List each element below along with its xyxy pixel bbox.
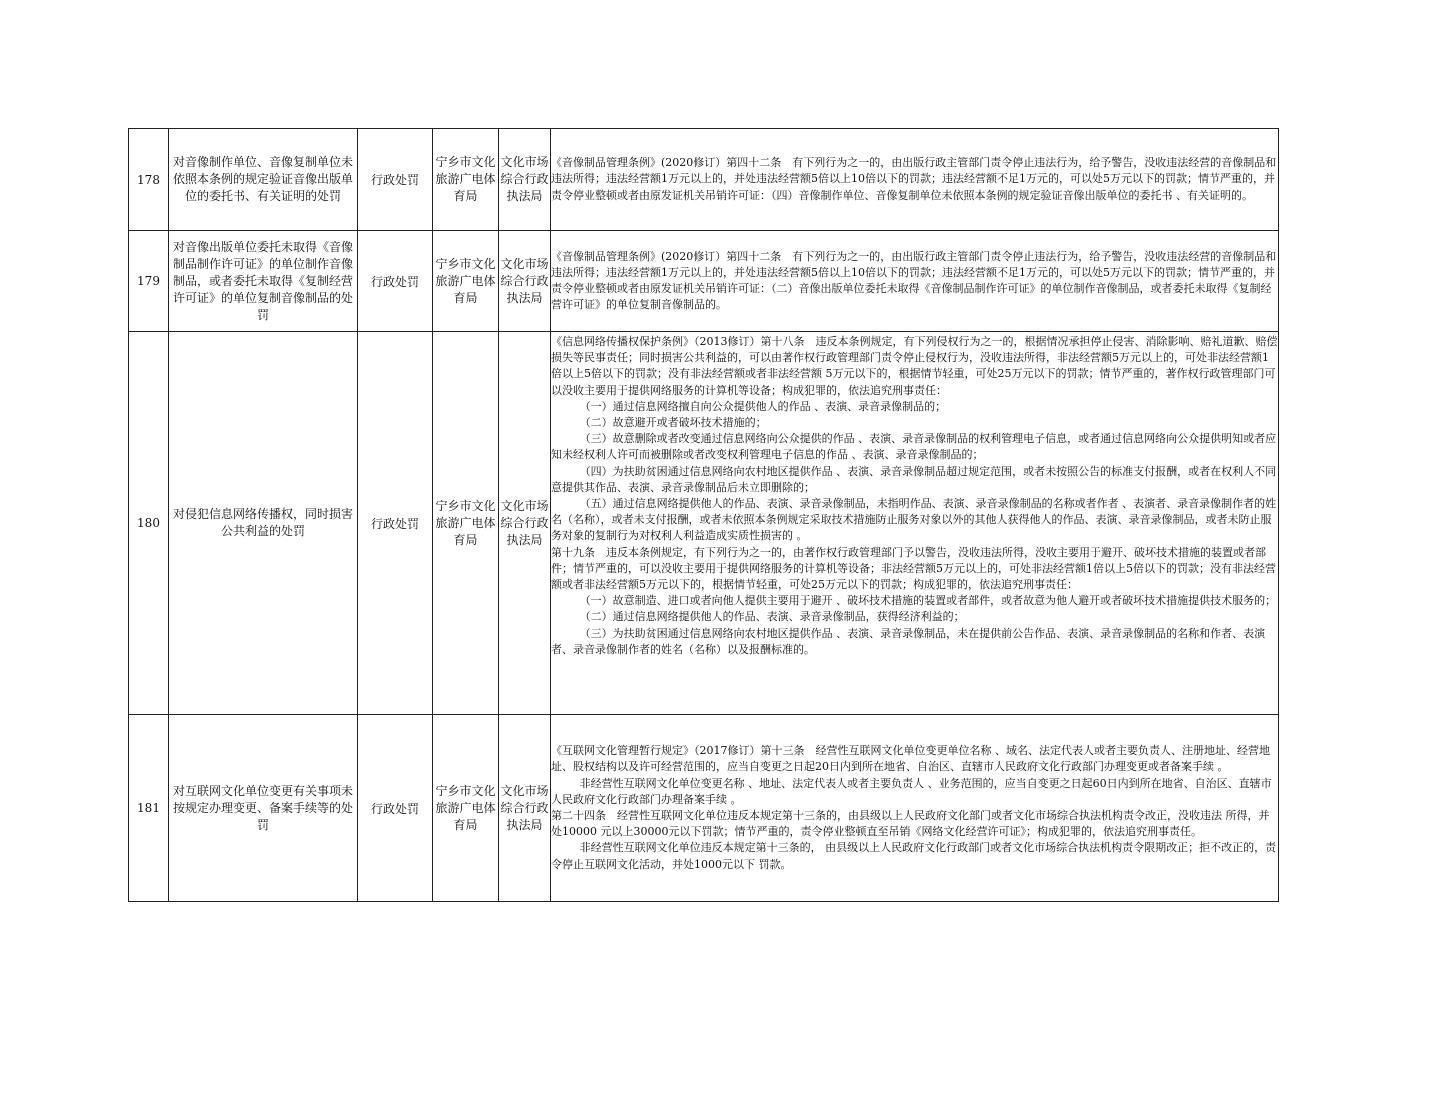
legal-basis (551, 715, 1279, 902)
responsible-department: 宁乡市文化旅游广电体育局 (433, 129, 499, 231)
row-number: 179 (129, 231, 169, 332)
basis-paragraph: （五）通过信息网络提供他人的作品、表演、录音录像制品，未指明作品、表演、录音录像制品的名称或者作者 、表演者、录音录像制作者的姓名（名称），或者未支付报酬，或者未依照本条例规定采取技术措施防止服务对象以外的其他人获得他人的作品、表演、录音录像制品，或者未防止服务对象的复制行为对权利人利益造成实质性损害的 。 (551, 497, 1277, 543)
basis-paragraph: 《音像制品管理条例》(2020修订）第四十二条 有下列行为之一的，由出版行政主管部门责令停止违法行为，给予警告，没收违法经营的音像制品和违法所得；违法经营额1万元以上的，并处违法经营额5倍以上10倍以下的罚款；违法经营额不足1万元的，可以处5万元以下的罚款；情节严重的，并责令停业整顿或者由原发证机关吊销许可证：（二）音像出版单位委托未取得《音像制品制作许可证》的单位制作音像制品，或者委托未取得《复制经营许可证》的单位复制音像制品的。 (551, 249, 1277, 312)
basis-paragraph: 《音像制品管理条例》(2020修订）第四十二条 有下列行为之一的，由出版行政主管部门责令停止违法行为，给予警告，没收违法经营的音像制品和违法所得；违法经营额1万元以上的，并处违法经营额5倍以上10倍以下的罚款；违法经营额不足1万元的，可以处5万元以下的罚款；情节严重的，并责令停业整顿或者由原发证机关吊销许可证：（四）音像制作单位、音像复制单位未依照本条例的规定验证音像出版单位的委托书 、有关证明的。 (551, 156, 1277, 202)
penalty-type: 行政处罚 (358, 715, 433, 902)
responsible-department: 宁乡市文化旅游广电体育局 (433, 715, 499, 902)
basis-paragraph: （一）故意制造、进口或者向他人提供主要用于避开 、破坏技术措施的装置或者部件，或者故意为他人避开或者破坏技术措施提供技术服务的； (579, 594, 1277, 608)
executing-agency: 文化市场综合行政执法局 (499, 129, 551, 231)
penalty-table (128, 128, 1279, 902)
table-row (129, 715, 1279, 902)
table-row (129, 129, 1279, 231)
penalty-item: 对音像制作单位、音像复制单位未依照本条例的规定验证音像出版单位的委托书、有关证明的处罚 (169, 129, 358, 231)
executing-agency: 文化市场综合行政执法局 (499, 332, 551, 715)
basis-paragraph: 《信息网络传播权保护条例》（2013修订）第十八条 违反本条例规定，有下列侵权行为之一的，根据情况承担停止侵害、消除影响、赔礼道歉、赔偿损失等民事责任；同时损害公共利益的，可以由著作权行政管理部门责令停止侵权行为，没收违法所得，非法经营额5万元以上的，可处非法经营额1倍以上5倍以下的罚款；没有非法经营额或者非法经营额 5万元以下的，根据情节轻重，可处25万元以下的罚款；情节严重的，著作权行政管理部门可以没收主要用于提供网络服务的计算机等设备；构成犯罪的，依法追究刑事责任： (551, 335, 1278, 397)
legal-basis (551, 129, 1279, 231)
row-number: 178 (129, 129, 169, 231)
basis-paragraph: （二）故意避开或者破坏技术措施的； (579, 416, 767, 430)
basis-paragraph: （二）通过信息网络提供他人的作品、表演、录音录像制品，获得经济利益的； (579, 610, 965, 624)
executing-agency: 文化市场综合行政执法局 (499, 715, 551, 902)
legal-basis (551, 231, 1279, 332)
table-row (129, 332, 1279, 715)
basis-paragraph: （三）故意删除或者改变通过信息网络向公众提供的作品 、表演、录音录像制品的权利管理电子信息，或者通过信息网络向公众提供明知或者应知未经权利人许可而被删除或者改变权利管理电子信息的作品 、表演、录音录像制品的； (551, 432, 1277, 462)
table-row (129, 231, 1279, 332)
penalty-item: 对音像出版单位委托未取得《音像制品制作许可证》的单位制作音像制品，或者委托未取得《复制经营许可证》的单位复制音像制品的处罚 (169, 231, 358, 332)
penalty-type: 行政处罚 (358, 129, 433, 231)
penalty-item: 对侵犯信息网络传播权，同时损害公共利益的处罚 (169, 332, 358, 715)
basis-paragraph: （四）为扶助贫困通过信息网络向农村地区提供作品 、表演、录音录像制品超过规定范围，或者未按照公告的标准支付报酬，或者在权利人不同意提供其作品、表演、录音录像制品后未立即删除的； (551, 464, 1277, 494)
basis-paragraph: 第二十四条 经营性互联网文化单位违反本规定第十三条的，由县级以上人民政府文化部门或者文化市场综合执法机构责令改正，没收违法 所得，并处10000 元以上30000元以下罚款；情节严重的，责令停业整顿直至吊销《网络文化经营许可证》；构成犯罪的，依法追究刑事责任。 (551, 809, 1270, 839)
legal-basis (551, 332, 1279, 715)
basis-paragraph: 《互联网文化管理暂行规定》（2017修订）第十三条 经营性互联网文化单位变更单位名称 、域名、法定代表人或者主要负责人、注册地址、经营地址、股权结构以及许可经营范围的，应当自变更之日起20日内到所在地省、自治区、直辖市人民政府文化行政部门办理变更或者备案手续 。 (551, 744, 1270, 774)
basis-paragraph: 第十九条 违反本条例规定，有下列行为之一的，由著作权行政管理部门予以警告，没收违法所得，没收主要用于避开、破坏技术措施的装置或者部件；情节严重的，可以没收主要用于提供网络服务的计算机等设备；非法经营额5万元以上的，可处非法经营额1倍以上5倍以下的罚款；没有非法经营额或者非法经营额5万元以下的，根据情节轻重，可处25万元以下的罚款；构成犯罪的，依法追究刑事责任： (551, 545, 1276, 592)
penalty-type: 行政处罚 (358, 332, 433, 715)
row-number: 180 (129, 332, 169, 715)
basis-paragraph: 非经营性互联网文化单位违反本规定第十三条的， 由县级以上人民政府文化行政部门或者文化市场综合执法机构责令限期改正；拒不改正的，责令停止互联网文化活动，并处1000元以下 罚款。 (551, 841, 1277, 871)
responsible-department: 宁乡市文化旅游广电体育局 (433, 332, 499, 715)
basis-paragraph: （三）为扶助贫困通过信息网络向农村地区提供作品 、表演、录音录像制品，未在提供前公告作品、表演、录音录像制品的名称和作者、表演者、录音录像制作者的姓名（名称）以及报酬标准的。 (551, 626, 1266, 656)
row-number: 181 (129, 715, 169, 902)
penalty-type: 行政处罚 (358, 231, 433, 332)
basis-paragraph: （一）通过信息网络擅自向公众提供他人的作品 、表演、录音录像制品的； (579, 399, 947, 413)
penalty-item: 对互联网文化单位变更有关事项未按规定办理变更、备案手续等的处罚 (169, 715, 358, 902)
legal-basis-clip (551, 334, 1278, 712)
executing-agency: 文化市场综合行政执法局 (499, 231, 551, 332)
responsible-department: 宁乡市文化旅游广电体育局 (433, 231, 499, 332)
basis-paragraph: 非经营性互联网文化单位变更名称 、地址、法定代表人或者主要负责人 、业务范围的，应当自变更之日起60日内到所在地省、自治区、直辖市人民政府文化行政部门办理备案手续 。 (551, 776, 1272, 806)
